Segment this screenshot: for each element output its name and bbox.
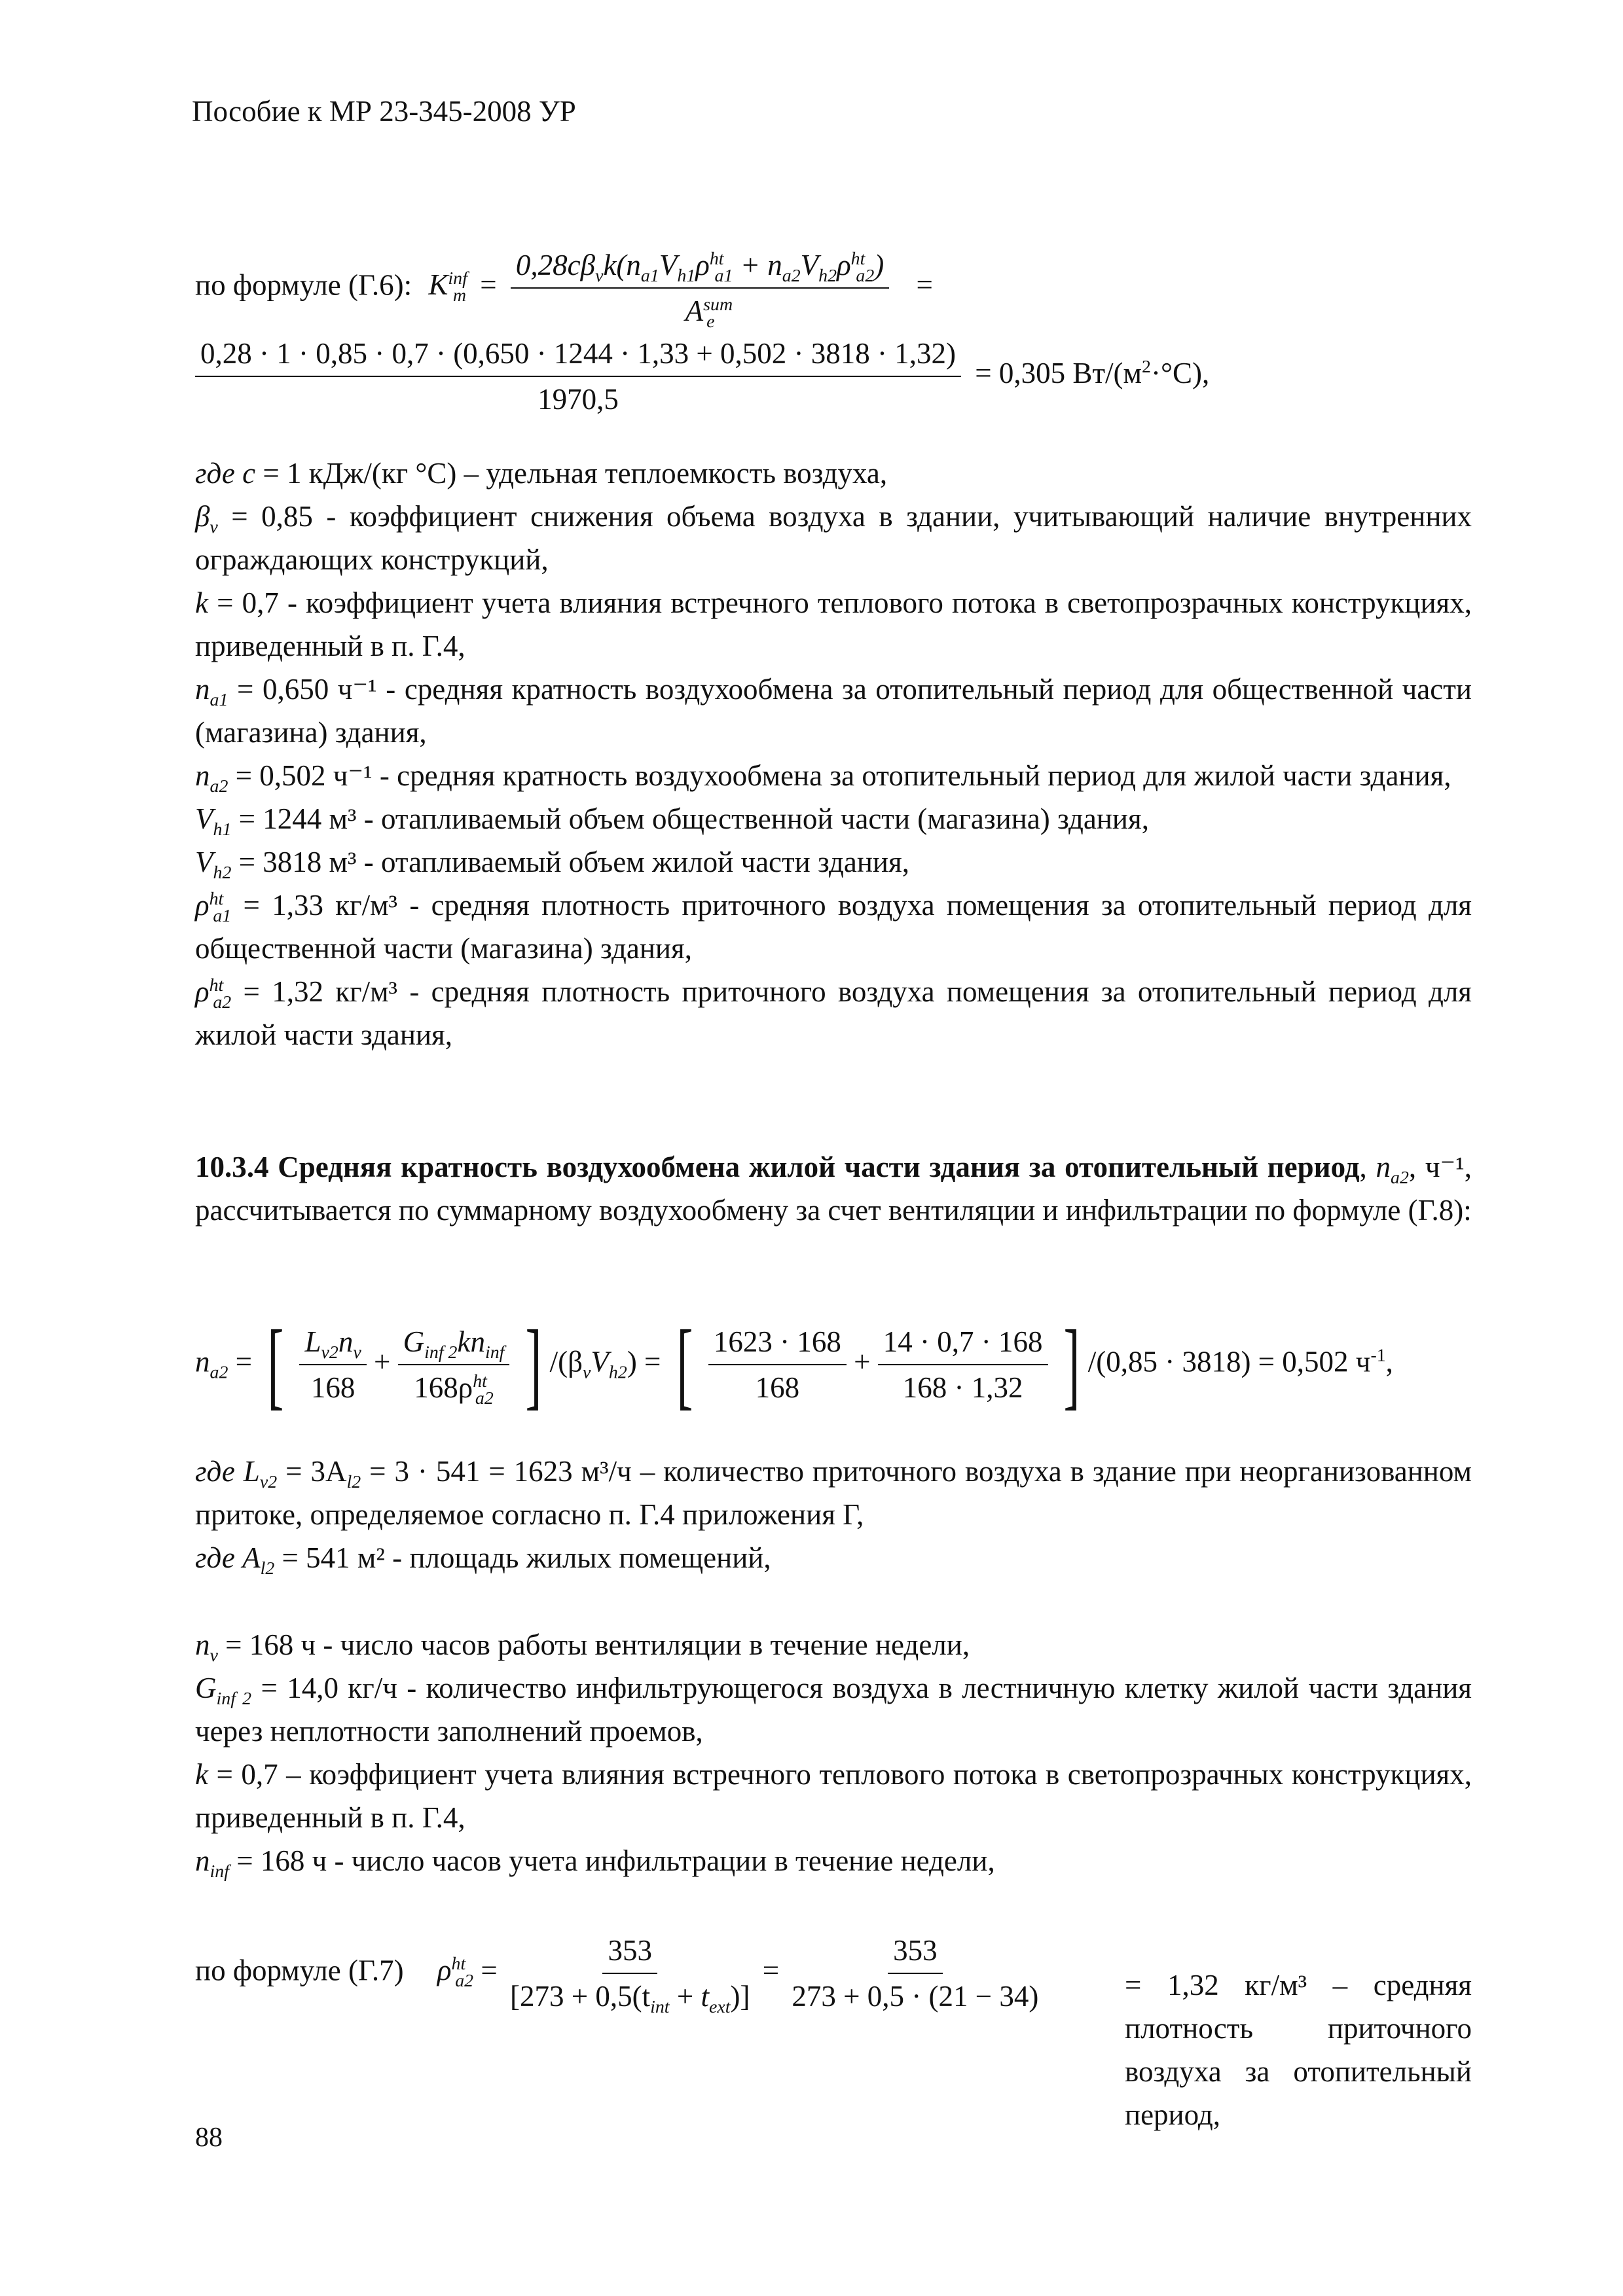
page-number: 88 [195, 2123, 223, 2153]
definition-item: $V_{h1} = 1244$ м³ - отапливаемый объем общественной части (магазина) здания, [195, 802, 1149, 840]
definition-item: $n_{a1} = 0,650$ ч⁻¹ - средняя кратность воздухообмена за отопительный период для общественной части (магазина) здания, [195, 673, 1472, 749]
definition-item: $\beta_v = 0,85$ - коэффициент снижения объема воздуха в здании, учитывающий наличие внутренних ограждающих конструкций, [195, 500, 1472, 576]
definition-item: где c = 1 кДж/(кг °С) – удельная теплоемкость воздуха, [195, 457, 888, 490]
definition-item: $V_{h2} = 3818$ м³ - отапливаемый объем жилой части здания, [195, 846, 909, 883]
definition-item: $n_{inf} = 168$ ч - число часов учета инфильтрации в течение недели, [195, 1844, 995, 1882]
formula-label: по формуле (Г.6): [195, 268, 412, 302]
calc-numerator: 0,28 · 1 · 0,85 · 0,7 · (0,650 · 1244 · 1,33 + 0,502 · 3818 · 1,32) [195, 334, 961, 377]
formula-g6: по формуле (Г.6): $K^{inf}_m$ = $\frac{0,28c\beta_vk(n_{a1}V_{h1}\rho^{ht}_{a1} + n_{a2}V_{h2}\rho^{ht}_{a2})}{A^{sum}_e}$ = [195, 245, 933, 331]
formula-g8: $n_{a2}$ = [ $\frac{L_{v2}n_v}{168}$ + $\frac{G_{inf 2}kn_{inf}}{168\rho^{ht}_{a2}}$ ] $/(\beta_vV_{h2})$ = [ $\frac{1623 \cdot 168}{168}$ + $\frac{14 \cdot 0,7 \cdot 168}{168 \cdot 1,32}$ ] /(0,85 · 3818) = 0,502 $ч^{-1}$, [195, 1310, 1393, 1419]
definitions-block-2 [195, 1450, 1472, 1579]
definition-item: где $L_{v2} = 3A_{l2} = 3 \cdot 541 = 1623$ м³/ч – количество приточного воздуха в здание при неорганизованном притоке, определяемое согласно п. Г.4 приложения Г, [195, 1455, 1472, 1531]
page-header: Пособие к МР 23-345-2008 УР [192, 95, 576, 128]
definition-item: $G_{inf 2} = 14,0$ кг/ч - количество инфильтрующегося воздуха в лестничную клетку жилой части здания через неплотности заполнений проемов, [195, 1672, 1472, 1748]
formula-lhs: $K^{inf}_m$ [428, 268, 467, 306]
formula-numerator: $0,28c\beta_vk(n_{a1}V_{h1}\rho^{ht}_{a1} + n_{a2}V_{h2}\rho^{ht}_{a2})$ [511, 245, 889, 289]
definitions-block-1 [195, 452, 1472, 1056]
definition-item: $\rho^{ht}_{a1} = 1,33$ кг/м³ - средняя плотность приточного воздуха помещения за отопительный период для общественной части (магазина) здания, [195, 889, 1472, 965]
definition-item: где $A_{l2} = 541$ м² - площадь жилых помещений, [195, 1541, 771, 1579]
definition-item: $n_{a2} = 0,502$ ч⁻¹ - средняя кратность воздухообмена за отопительный период для жилой части здания, [195, 759, 1451, 797]
formula-fraction [511, 245, 889, 331]
formula-g7-result: = 1,32 кг/м³ – средняя плотность приточного воздуха за отопительный период, [1125, 1969, 1472, 2131]
calc-denominator: 1970,5 [538, 383, 619, 416]
section-heading: 10.3.4 Средняя кратность воздухообмена жилой части здания за отопительный период, $n_{a2}$, ч⁻¹, рассчитывается по суммарному воздухообмену за счет вентиляции и инфильтрации по формуле (Г.8): [195, 1151, 1472, 1227]
definition-item: k = 0,7 – коэффициент учета влияния встречного теплового потока в светопрозрачных конструкциях, приведенный в п. Г.4, [195, 1758, 1472, 1834]
definitions-block-3 [195, 1623, 1472, 1882]
formula-g7: по формуле (Г.7) $\rho^{ht}_{a2}$ = $\frac{353}{[273 + 0,5(t_{int} + t_{ext})]}$ = $\frac{353}{273 + 0,5 \cdot (21 - 34)}$ [195, 1931, 1044, 2016]
formula-denominator: $A^{sum}_e$ [685, 295, 733, 332]
definition-item: $\rho^{ht}_{a2} = 1,32$ кг/м³ - средняя плотность приточного воздуха помещения за отопительный период для жилой части здания, [195, 975, 1472, 1051]
calc-result: = 0,305 $Вт/(м^2\cdot^\circ C)$, [975, 357, 1210, 390]
formula-g6-calc [195, 334, 1209, 419]
definition-item: $n_v = 168$ ч - число часов работы вентиляции в течение недели, [195, 1628, 970, 1666]
definition-item: k = 0,7 - коэффициент учета влияния встречного теплового потока в светопрозрачных конструкциях, приведенный в п. Г.4, [195, 586, 1472, 662]
